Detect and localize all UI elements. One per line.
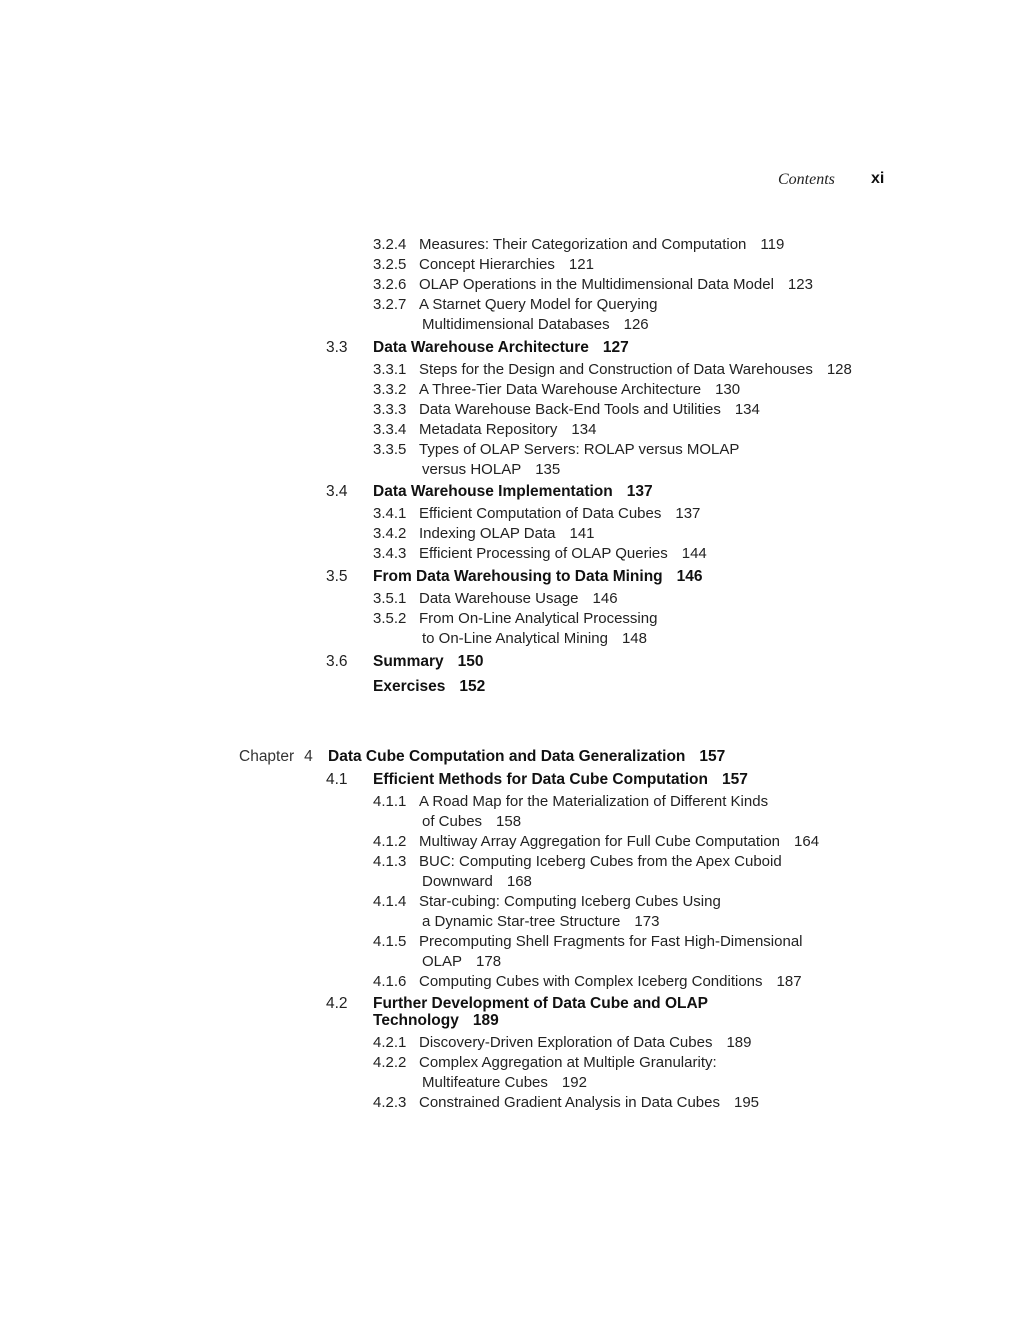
section-page: 150	[457, 653, 484, 670]
toc-subsection-entry	[373, 360, 852, 380]
entry-title: Efficient Processing of OLAP Queries	[419, 545, 668, 562]
entry-number: 3.3.5	[373, 441, 407, 458]
section-title	[373, 339, 629, 356]
entry-number: 3.3.1	[373, 361, 407, 378]
entry-number: 4.1.3	[373, 853, 407, 870]
toc-subsection-entry	[373, 1053, 717, 1093]
section-title-text: Further Development of Data Cube and OLAP	[373, 995, 709, 1012]
entry-title: Indexing OLAP Data	[419, 525, 556, 542]
section-title-text: Exercises	[373, 678, 446, 695]
entry-number: 4.1.2	[373, 833, 407, 850]
toc-subsection-entry	[373, 1093, 759, 1113]
entry-title: Precomputing Shell Fragments for Fast High-Dimensional	[419, 933, 803, 950]
entry-title-continuation: Downward 168	[422, 873, 532, 890]
entry-page: 130	[715, 381, 741, 398]
entry-title: OLAP Operations in the Multidimensional Data Model	[419, 276, 774, 293]
toc-subsection-entry	[373, 420, 596, 440]
entry-title: Discovery-Driven Exploration of Data Cubes	[419, 1034, 713, 1051]
toc-subsection-entry	[373, 792, 768, 832]
section-title	[373, 771, 748, 788]
entry-title: Steps for the Design and Construction of Data Warehouses	[419, 361, 813, 378]
entry-number: 4.1.5	[373, 933, 407, 950]
entry-page: 141	[569, 525, 595, 542]
entry-number: 3.4.2	[373, 525, 407, 542]
entry-title: BUC: Computing Iceberg Cubes from the Apex Cuboid	[419, 853, 782, 870]
section-number: 3.3	[326, 339, 348, 356]
entry-page: 158	[496, 813, 522, 830]
toc-subsection-entry	[373, 400, 760, 420]
toc-subsection-entry	[373, 295, 657, 335]
toc-subsection-entry	[373, 852, 782, 892]
section-number: 3.5	[326, 568, 348, 585]
entry-title: Measures: Their Categorization and Computation	[419, 236, 747, 253]
entry-number: 3.3.3	[373, 401, 407, 418]
running-header-title: Contents	[778, 171, 835, 188]
toc-subsection-entry	[373, 1033, 751, 1053]
entry-number: 4.2.3	[373, 1094, 407, 1111]
section-number: 3.4	[326, 483, 348, 500]
entry-title-continuation: versus HOLAP 135	[422, 461, 561, 478]
section-title-text: Data Warehouse Implementation	[373, 483, 613, 500]
chapter-page: 157	[699, 748, 726, 765]
entry-title: Efficient Computation of Data Cubes	[419, 505, 662, 522]
toc-subsection-entry	[373, 380, 740, 400]
section-title-text: Efficient Methods for Data Cube Computation	[373, 771, 708, 788]
entry-title: Types of OLAP Servers: ROLAP versus MOLAP	[419, 441, 740, 458]
entry-number: 4.1.6	[373, 973, 407, 990]
entry-title: Complex Aggregation at Multiple Granularity:	[419, 1054, 717, 1071]
entry-title-continuation: of Cubes 158	[422, 813, 522, 830]
section-page: 146	[676, 568, 703, 585]
entry-number: 3.2.6	[373, 276, 407, 293]
section-number: 4.2	[326, 995, 348, 1012]
entry-number: 3.3.2	[373, 381, 407, 398]
entry-page: 137	[675, 505, 701, 522]
entry-title: Star-cubing: Computing Iceberg Cubes Using	[419, 893, 721, 910]
toc-subsection-entry	[373, 504, 700, 524]
entry-number: 3.2.5	[373, 256, 407, 273]
section-page: 189	[472, 1012, 499, 1029]
toc-subsection-entry	[373, 832, 819, 852]
section-title	[373, 483, 653, 500]
toc-subsection-entry	[373, 275, 813, 295]
entry-title: A Road Map for the Materialization of Different Kinds	[419, 793, 769, 810]
toc-subsection-entry	[373, 589, 618, 609]
entry-page: 119	[760, 236, 785, 253]
entry-title: Metadata Repository	[419, 421, 558, 438]
entry-title-continuation: Multidimensional Databases 126	[422, 316, 649, 333]
entry-title: Multiway Array Aggregation for Full Cube Computation	[419, 833, 781, 850]
entry-page: 146	[592, 590, 618, 607]
section-page: 137	[626, 483, 653, 500]
section-number: 4.1	[326, 771, 348, 788]
entry-title: Data Warehouse Back-End Tools and Utilities	[419, 401, 721, 418]
entry-title-continuation: a Dynamic Star-tree Structure 173	[422, 913, 660, 930]
chapter-title	[328, 748, 725, 765]
toc-subsection-entry	[373, 235, 784, 255]
entry-page: 128	[826, 361, 852, 378]
section-page: 152	[459, 678, 486, 695]
toc-subsection-entry	[373, 544, 707, 564]
entry-page: 134	[734, 401, 760, 418]
section-title-text: From Data Warehousing to Data Mining	[373, 568, 663, 585]
toc-subsection-entry	[373, 892, 721, 932]
entry-page: 195	[734, 1094, 760, 1111]
entry-number: 3.4.1	[373, 505, 407, 522]
entry-title: Computing Cubes with Complex Iceberg Conditions	[419, 973, 763, 990]
page-number: xi	[871, 170, 885, 187]
toc-subsection-entry	[373, 609, 657, 649]
chapter-label: Chapter	[239, 748, 295, 765]
toc-subsection-entry	[373, 972, 802, 992]
toc-subsection-entry	[373, 440, 739, 480]
entry-number: 4.1.4	[373, 893, 407, 910]
entry-number: 3.2.4	[373, 236, 407, 253]
entry-number: 3.2.7	[373, 296, 407, 313]
section-title-text: Summary	[373, 653, 444, 670]
toc-chapter-entry	[239, 748, 726, 765]
entry-title: A Starnet Query Model for Querying	[419, 296, 658, 313]
entry-title-continuation: to On-Line Analytical Mining 148	[422, 630, 647, 647]
entry-page: 164	[794, 833, 820, 850]
entry-page: 148	[621, 630, 647, 647]
entry-page: 178	[476, 953, 502, 970]
entry-title: A Three-Tier Data Warehouse Architecture	[419, 381, 702, 398]
entry-number: 4.2.1	[373, 1034, 407, 1051]
entry-page: 192	[561, 1074, 587, 1091]
entry-title: Data Warehouse Usage	[419, 590, 579, 607]
entry-page: 189	[726, 1034, 752, 1051]
section-page: 127	[602, 339, 629, 356]
chapter-title-text: Data Cube Computation and Data Generalization	[328, 748, 686, 765]
entry-page: 134	[571, 421, 597, 438]
section-title	[373, 568, 703, 585]
entry-number: 3.4.3	[373, 545, 407, 562]
entry-page: 144	[681, 545, 707, 562]
entry-page: 121	[568, 256, 594, 273]
section-title-text-continued: Technology	[373, 1012, 459, 1029]
entry-number: 4.1.1	[373, 793, 407, 810]
entry-title-continuation: OLAP 178	[422, 953, 502, 970]
entry-page: 135	[535, 461, 561, 478]
entry-number: 3.3.4	[373, 421, 407, 438]
entry-page: 187	[776, 973, 802, 990]
section-title-text: Data Warehouse Architecture	[373, 339, 589, 356]
entry-page: 168	[506, 873, 532, 890]
toc-subsection-entry	[373, 524, 595, 544]
section-title	[373, 653, 484, 670]
toc-subsection-entry	[373, 255, 594, 275]
entry-title-continuation: Multifeature Cubes 192	[422, 1074, 587, 1091]
section-page: 157	[721, 771, 748, 788]
chapter-number: 4	[304, 748, 313, 765]
entry-page: 123	[787, 276, 813, 293]
entry-page: 126	[623, 316, 649, 333]
entry-number: 4.2.2	[373, 1054, 407, 1071]
section-title	[373, 678, 485, 695]
section-title	[373, 995, 708, 1029]
entry-number: 3.5.2	[373, 610, 407, 627]
entry-title: Constrained Gradient Analysis in Data Cubes	[419, 1094, 720, 1111]
entry-title: Concept Hierarchies	[419, 256, 555, 273]
entry-number: 3.5.1	[373, 590, 407, 607]
entry-page: 173	[634, 913, 660, 930]
entry-title: From On-Line Analytical Processing	[419, 610, 658, 627]
section-number: 3.6	[326, 653, 348, 670]
toc-subsection-entry	[373, 932, 803, 972]
